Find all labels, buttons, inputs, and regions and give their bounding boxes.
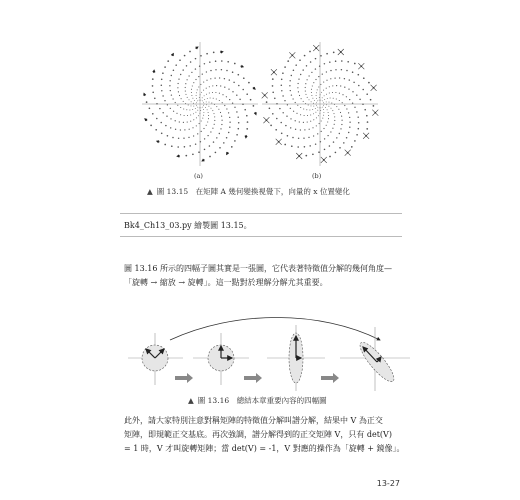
- subfigure-label-b: (b): [312, 172, 322, 180]
- code-note-bottom-rule: [120, 236, 402, 237]
- paragraph-1-line-1: 圖 13.16 所示的四幅子圖其實是一張圖，它代表著特徵值分解的幾何角度—: [124, 264, 392, 273]
- eigendecomposition-figure: [125, 315, 415, 395]
- subfigure-label-a: (a): [194, 172, 203, 180]
- paragraph-2: [124, 414, 405, 456]
- paragraph-1: [124, 262, 392, 290]
- page-number: 13-27: [376, 479, 400, 488]
- caption-text: 圖 13.15 在矩陣 A 幾何變換視覺下，向量的 x 位置變化: [156, 187, 350, 196]
- paragraph-2-line-1: 此外，請大家特別注意對稱矩陣的特徵值分解叫譜分解，結果中 V 為正交: [124, 416, 383, 425]
- paragraph-2-line-2: 矩陣，即規範正交基底。再次強調，譜分解得到的正交矩陣 V，只有 det(V): [124, 430, 392, 439]
- step-arrow-1: [175, 373, 193, 383]
- step-arrow-2: [244, 373, 262, 383]
- overall-transform-arc: [170, 318, 380, 341]
- figure-13-15-caption: [147, 186, 350, 197]
- caption-marker-icon: ▲: [188, 396, 194, 405]
- code-note: Bk4_Ch13_03.py 繪製圖 13.15。: [124, 221, 252, 230]
- caption-marker-icon: ▲: [147, 187, 153, 196]
- vector-field-a: [142, 42, 258, 166]
- subplot-1: [128, 333, 183, 385]
- subplot-2: [193, 333, 249, 385]
- subplot-4: [340, 327, 410, 391]
- paragraph-2-line-3: = 1 時，V 才叫旋轉矩陣；當 det(V) = -1，V 對應的操作為「旋轉 + 鏡像」。: [124, 444, 405, 453]
- step-arrow-3: [321, 373, 339, 383]
- figure-13-16-caption: [188, 395, 327, 406]
- vector-field-figure: [140, 38, 380, 183]
- subplot-3: [267, 325, 325, 391]
- paragraph-1-line-2: 「旋轉 → 縮放 → 旋轉」。這一點對於理解分解尤其重要。: [124, 278, 328, 287]
- vector-field-b: [262, 42, 379, 166]
- caption-text: 圖 13.16 總結本章重要內容的四幅圖: [197, 396, 327, 405]
- code-note-top-rule: [120, 213, 402, 214]
